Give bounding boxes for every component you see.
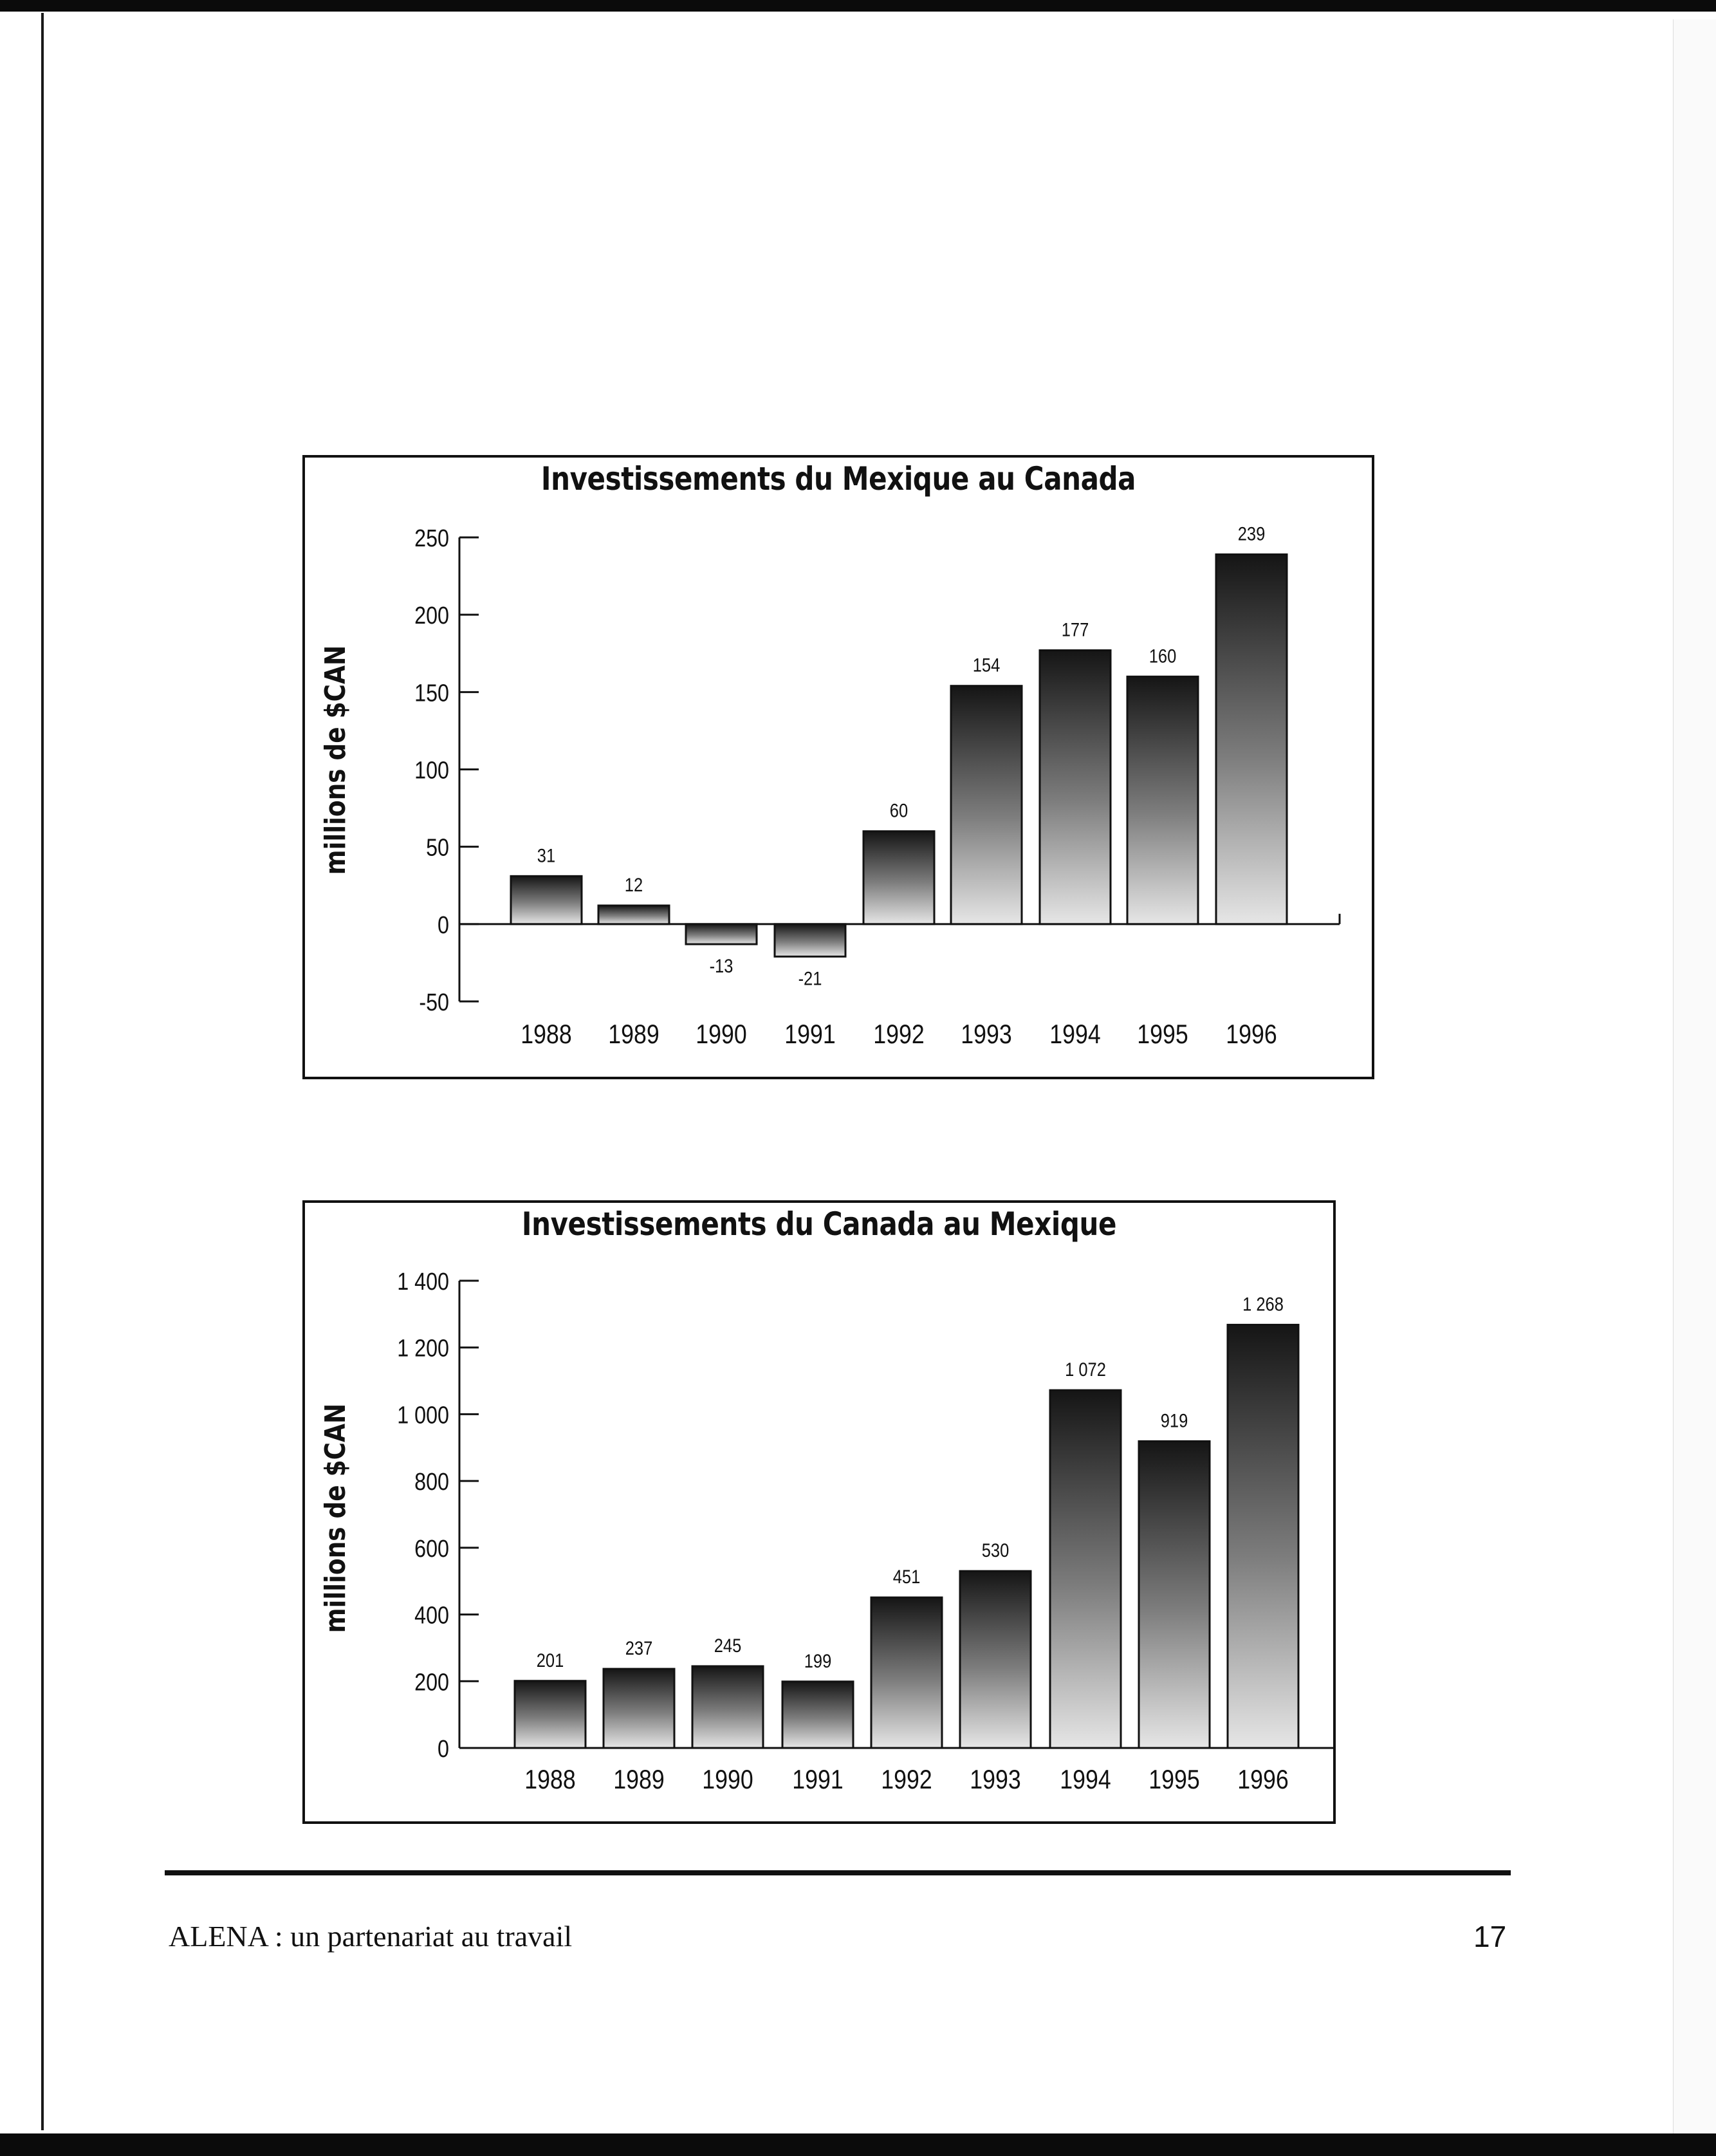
scan-right-margin	[1673, 19, 1716, 2137]
bar-value-label: 1 268	[1242, 1293, 1284, 1315]
bar	[692, 1666, 763, 1748]
footer-rule	[165, 1870, 1511, 1875]
y-tick-label: 0	[438, 911, 449, 939]
bar-value-label: 201	[536, 1649, 564, 1671]
bar-value-label: 199	[804, 1650, 832, 1672]
y-tick-label: 200	[414, 602, 449, 629]
y-tick-label: 800	[414, 1468, 449, 1496]
y-axis-label: millions de $CAN	[318, 1403, 352, 1633]
bar	[1127, 676, 1198, 924]
x-category-label: 1989	[608, 1019, 660, 1050]
chart-title: Investissements du Mexique au Canada	[540, 460, 1136, 497]
x-category-label: 1990	[696, 1019, 747, 1050]
chart-title: Investissements du Canada au Mexique	[521, 1205, 1117, 1243]
bar-value-label: 60	[889, 799, 909, 822]
x-category-label: 1994	[1060, 1765, 1111, 1795]
y-tick-label: -50	[419, 989, 449, 1016]
scan-bottom-border	[0, 2133, 1716, 2156]
y-tick-label: 100	[414, 757, 449, 785]
bar-value-label: -21	[798, 967, 822, 989]
chart-plot	[305, 1203, 1333, 1821]
x-category-label: 1995	[1137, 1019, 1188, 1050]
x-category-label: 1991	[792, 1765, 844, 1795]
y-tick-label: 50	[426, 834, 449, 862]
y-tick-label: 150	[414, 679, 449, 707]
y-tick-label: 1 400	[397, 1268, 449, 1296]
y-tick-label: 400	[414, 1602, 449, 1630]
bar	[775, 924, 845, 956]
bar-value-label: 154	[972, 654, 1001, 676]
x-category-label: 1995	[1149, 1765, 1200, 1795]
y-tick-label: 1 000	[397, 1402, 449, 1429]
bar-value-label: 1 072	[1065, 1359, 1106, 1380]
bar	[604, 1669, 674, 1748]
x-category-label: 1991	[784, 1019, 836, 1050]
bar-value-label: 451	[892, 1566, 921, 1588]
x-category-label: 1992	[881, 1765, 932, 1795]
bar	[686, 924, 757, 944]
bar	[863, 832, 934, 924]
bar-value-label: 31	[537, 844, 556, 866]
bar-value-label: 245	[714, 1635, 742, 1657]
y-tick-label: 250	[414, 525, 449, 552]
bar	[1216, 554, 1287, 924]
bar	[1040, 650, 1111, 924]
bar-value-label: 239	[1237, 523, 1266, 544]
bar-value-label: 530	[981, 1539, 1010, 1561]
y-axis-label: millions de $CAN	[318, 645, 352, 875]
bar	[1228, 1324, 1298, 1748]
page-number: 17	[1473, 1920, 1507, 1953]
bar-value-label: 12	[624, 874, 643, 896]
chart-plot	[305, 458, 1372, 1077]
chart-mexico-to-canada	[302, 455, 1374, 1079]
bar	[515, 1681, 586, 1748]
bar-value-label: 919	[1160, 1409, 1188, 1431]
bar	[511, 876, 582, 924]
y-tick-label: 600	[414, 1535, 449, 1563]
x-category-label: 1989	[613, 1765, 665, 1795]
x-category-label: 1993	[970, 1765, 1021, 1795]
x-category-label: 1996	[1237, 1765, 1289, 1795]
x-category-label: 1994	[1049, 1019, 1101, 1050]
y-tick-label: 1 200	[397, 1335, 449, 1362]
bar-value-label: 160	[1149, 645, 1177, 667]
x-category-label: 1988	[521, 1019, 572, 1050]
bar	[871, 1597, 942, 1748]
x-category-label: 1992	[873, 1019, 925, 1050]
bar	[951, 686, 1022, 924]
footer-publication-title: ALENA : un partenariat au travail	[169, 1920, 573, 1953]
x-category-label: 1993	[961, 1019, 1012, 1050]
bar-value-label: 177	[1061, 618, 1089, 640]
bar	[1050, 1390, 1121, 1748]
scan-left-edge	[41, 13, 44, 2130]
scan-top-border	[0, 0, 1716, 12]
bar-value-label: 237	[625, 1637, 653, 1659]
bar	[598, 906, 669, 924]
y-tick-label: 0	[438, 1735, 449, 1763]
bar	[960, 1571, 1031, 1748]
chart-canada-to-mexico	[302, 1200, 1336, 1824]
x-category-label: 1996	[1226, 1019, 1277, 1050]
bar	[1139, 1441, 1210, 1748]
x-category-label: 1990	[702, 1765, 753, 1795]
bar	[782, 1682, 853, 1748]
bar-value-label: -13	[709, 955, 733, 977]
x-category-label: 1988	[524, 1765, 576, 1795]
y-tick-label: 200	[414, 1668, 449, 1696]
